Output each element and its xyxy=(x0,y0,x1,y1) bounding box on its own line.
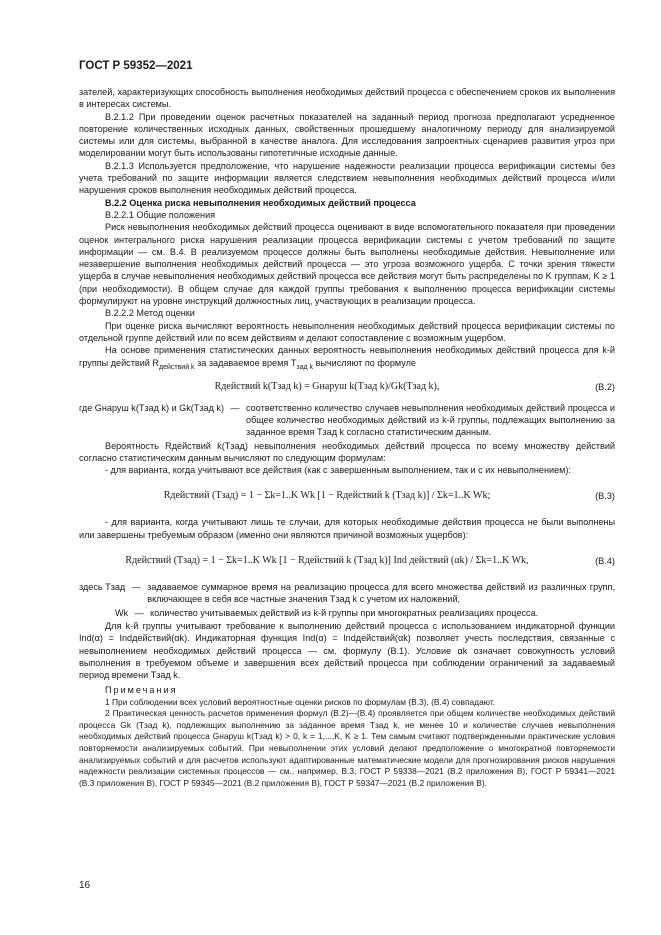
paragraph: - для варианта, когда учитывают все действия (как с завершенным выполнением, так и с их невыполнением): xyxy=(105,465,571,476)
paragraph: В.2.1.3 Используется предположение, что нарушение надежности реализации процесса верификации системы без учета требований по защите информации является следствием невыполнения необходимых действий процесса и/или нарушения сроков выполнения необходимых действий процесса. xyxy=(79,160,615,196)
definition-row: здесь Tзад — задаваемое суммарное время на реализацию процесса для всего множества действий из различных групп, включающее в себя все частные значения Tзад k с учетом их наложений, xyxy=(79,582,615,605)
section-heading: В.2.2 Оценка риска невыполнения необходимых действий процесса xyxy=(105,197,416,208)
definition-term: где Gнаруш k(Tзад k) и Gk(Tзад k) xyxy=(79,402,225,413)
subsection-heading: В.2.2.1 Общие положения xyxy=(105,209,216,220)
formula-number: (В.4) xyxy=(595,556,615,567)
formula-b4 xyxy=(79,543,615,579)
formula-b3 xyxy=(79,478,615,514)
formula-expression: Rдействий (Tзад) = 1 − Σk=1..K Wk [1 − Rдействий k (Tзад k)] Ind действий (αk) / Σk=1..K Wk, xyxy=(125,555,529,567)
document-header: ГОСТ Р 59352—2021 xyxy=(79,60,193,72)
definition-term: здесь Tзад xyxy=(79,582,126,593)
definition-desc: соответственно количество случаев невыполнения необходимых действий процесса и общее количество необходимых действий из k-й группы, подлежащих выполнению за заданное время Tзад k согласно статистическим данным. xyxy=(246,402,615,438)
formula-number: (В.3) xyxy=(595,491,615,502)
definition-desc: количество учитываемых действий из k-й группы при многократных реализациях процесса. xyxy=(150,607,539,618)
definition-desc: задаваемое суммарное время на реализацию процесса для всего множества действий из различных групп, включающее в себя все частные значения Tзад k с учетом их наложений, xyxy=(147,582,615,605)
paragraph: На основе применения статистических данных вероятность невыполнения необходимых действий процесса для k-й группы действий $R_{действий k}$ за задаваемое время $T_{зад k}$ вычисляют по формуле xyxy=(79,345,615,371)
paragraph: Для k-й группы учитывают требование к выполнению действий процесса с использованием индикаторной функции Ind(α) = Indдействий(αk). Индикаторная функция Ind(α) = Indдействий(αk) позволяет учесть последствия, связанные с невыполнением необходимых действий процесса — см. формулу (В.1). Условие αk означает совокупность условий выполнения в требуемом объеме и завершения всех действий процесса при соблюдении ограничений за задаваемый период времени Tзад k. xyxy=(79,620,615,681)
paragraph: Вероятность Rдействий k(Tзад) невыполнения необходимых действий процесса по всему множеству действий согласно статистическим данным вычисляют по следующим формулам: xyxy=(79,440,615,463)
subsection-heading: В.2.2.2 Метод оценки xyxy=(105,308,195,319)
definition-row: где Gнаруш k(Tзад k) и Gk(Tзад k) — соответственно количество случаев невыполнения необходимых действий процесса и общее количество необходимых действий из k-й группы, подлежащих выполнению за заданное время Tзад k согласно статистическим данным. xyxy=(79,402,615,438)
formula-b2 xyxy=(79,376,615,400)
page-number: 16 xyxy=(79,880,91,891)
paragraph: зателей, характеризующих способность выполнения необходимых действий процесса с обеспечением сроков их выполнения в интересах системы. xyxy=(79,87,615,110)
definition-term: Wk xyxy=(115,607,129,618)
note: 1 При соблюдении всех условий вероятностные оценки рисков по формулам (В.3), (В.4) совпадают. xyxy=(105,696,496,707)
document-body xyxy=(79,86,615,789)
note: 2 Практическая ценность расчетов применения формул (В.2)—(В.4) проявляется при общем количестве необходимых действий процесса Gk (Tзад k), подлежащих выполнению за заданное время Tзад k, не менее 10 и количестве случаев невыполнения необходимых действий процесса Gнаруш k(Tзад k) > 0, k = 1,...,K, K ≥ 1. Тем самым считают подтвержденными практические условия повторяемости анализируемых событий. При невыполнении этих условий делают предположение о многократной повторяемости анализируемых событий и для расчетов используют адаптированные математические модели для прогнозирования рисков нарушения надежности реализации системных процессов — см., например, В.3, ГОСТ Р 59338—2021 (В.2 приложения В), ГОСТ Р 59341—2021 (В.3 приложения В), ГОСТ Р 59345—2021 (В.2 приложения В), ГОСТ Р 59347—2021 (В.2 приложения В). xyxy=(79,708,615,788)
notes-title: Примечания xyxy=(105,685,178,696)
definition-row: Wk — количество учитываемых действий из k-й группы при многократных реализациях процесса. xyxy=(79,607,615,619)
formula-number: (В.2) xyxy=(595,381,615,392)
formula-expression: Rдействий (Tзад) = 1 − Σk=1..K Wk [1 − Rдействий k (Tзад k)] / Σk=1..K Wk; xyxy=(163,490,491,502)
formula-expression: Rдействий k(Tзад k) = Gнаруш k(Tзад k)/Gk(Tзад k), xyxy=(214,380,440,392)
paragraph: При оценке риска вычисляют вероятность невыполнения необходимых действий процесса верификации системы по отдельной группе действий или по всем действиям и делают сопоставление с возможным ущербом. xyxy=(79,320,615,343)
paragraph: - для варианта, когда учитывают лишь те случаи, для которых необходимые действия процесса не были выполнены или завершены требуемым образом (именно они являются причиной возможных ущербов): xyxy=(79,517,615,540)
paragraph: В.2.1.2 При проведении оценок расчетных показателей на заданный период прогноза предполагают усредненное повторение количественных исходных данных, свойственных прошедшему аналогичному периоду для анализируемой системы или для системы, выбранной в качестве аналога. Для исследования запроектных сценариев развития угроз при моделировании могут быть использованы гипотетичные исходные данные. xyxy=(79,111,615,159)
paragraph: Риск невыполнения необходимых действий процесса оценивают в виде вспомогательного показателя при проведении оценок интегрального риска нарушения реализации процесса верификации системы с учетом требований по защите информации — см. В.4. В реализуемом процессе должны быть выполнены необходимые действия. Невыполнение или незавершение выполнения необходимых действий процесса — это угроза возможного ущерба. С точки зрения тяжести ущерба в случае невыполнения необходимых действий процесса все действия могут быть распределены по K группам, K ≥ 1 (при необходимости). В общем случае для каждой группы требования к выполнению процесса верификации системы формулируют на уровне инструкций должностных лиц, участвующих в реализации процесса. xyxy=(79,222,615,307)
